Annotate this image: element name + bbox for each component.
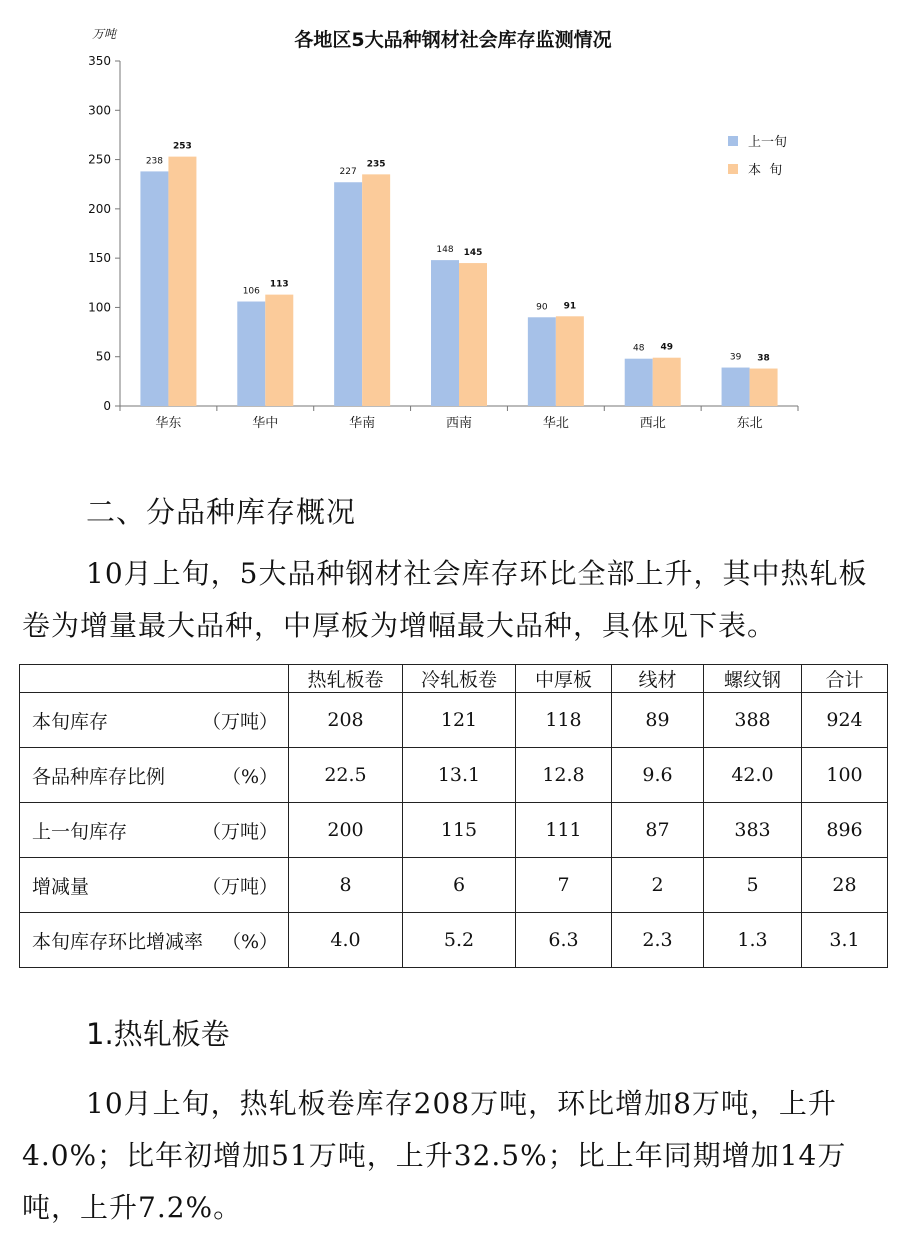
- table-header-cell: 中厚板: [516, 665, 612, 693]
- intro-paragraph: 10月上旬，5大品种钢材社会库存环比全部上升，其中热轧板卷为增量最大品种，中厚板为增幅最大品种，具体见下表。: [22, 557, 868, 642]
- table-header-cell: 螺纹钢: [704, 665, 802, 693]
- bar: [625, 359, 653, 406]
- table-cell: 13.1: [403, 748, 516, 803]
- data-label: 90: [536, 302, 548, 313]
- row-label-cell: [20, 858, 289, 913]
- data-label: 235: [366, 159, 386, 170]
- bar: [265, 295, 293, 406]
- data-label: 253: [173, 141, 192, 152]
- table-cell: 9.6: [612, 748, 704, 803]
- table-row: [20, 858, 888, 913]
- row-label-cell: [20, 803, 289, 858]
- table-header-cell: 合计: [802, 665, 888, 693]
- y-tick-label: 50: [95, 349, 111, 364]
- table-cell: 5.2: [403, 913, 516, 968]
- table-cell: 5: [704, 858, 802, 913]
- row-label-cell: [20, 693, 289, 748]
- legend-label: 上一旬: [748, 135, 788, 150]
- table-cell: 22.5: [289, 748, 403, 803]
- bar: [722, 368, 750, 406]
- y-tick-label: 100: [88, 300, 111, 315]
- row-unit: （%）: [221, 930, 278, 953]
- x-tick-label: 西北: [639, 416, 666, 431]
- chart-title: 各地区5大品种钢材社会库存监测情况: [294, 29, 612, 51]
- table-cell: 6: [403, 858, 516, 913]
- table-cell: 383: [704, 803, 802, 858]
- bar: [528, 317, 556, 406]
- table-cell: 118: [516, 693, 612, 748]
- table-header-empty: [20, 665, 289, 693]
- table-cell: 4.0: [289, 913, 403, 968]
- table-row: [20, 803, 888, 858]
- y-tick-label: 250: [88, 152, 111, 167]
- x-tick-label: 华东: [155, 416, 182, 431]
- hot-rolled-paragraph: 10月上旬，热轧板卷库存208万吨，环比增加8万吨，上升4.0%；比年初增加51万吨，上升32.5%；比上年同期增加14万吨，上升7.2%。: [22, 1087, 847, 1224]
- table-cell: 896: [802, 803, 888, 858]
- table-cell: 388: [704, 693, 802, 748]
- data-label: 145: [463, 248, 483, 259]
- table-header-row: [20, 665, 888, 693]
- data-label: 238: [145, 156, 164, 167]
- data-label: 39: [729, 352, 742, 363]
- chart-legend: [728, 135, 787, 178]
- table-cell: 3.1: [802, 913, 888, 968]
- bar: [556, 316, 584, 406]
- table-cell: 28: [802, 858, 888, 913]
- row-unit: （%）: [221, 765, 278, 788]
- table-cell: 87: [612, 803, 704, 858]
- x-tick-label: 东北: [736, 416, 763, 431]
- table-cell: 12.8: [516, 748, 612, 803]
- bar: [237, 302, 265, 406]
- x-tick-label: 华中: [252, 416, 279, 431]
- regional-inventory-bar-chart: [0, 0, 900, 445]
- data-label: 113: [269, 279, 289, 290]
- section-title: 二、分品种库存概况: [86, 495, 357, 529]
- y-axis-unit-label: 万吨: [91, 27, 117, 41]
- data-label: 227: [339, 167, 357, 178]
- table-cell: 6.3: [516, 913, 612, 968]
- table-row: [20, 693, 888, 748]
- y-tick-label: 300: [88, 103, 111, 118]
- bar: [653, 358, 681, 406]
- bar: [431, 260, 459, 406]
- bar: [168, 157, 196, 406]
- bar: [334, 182, 362, 406]
- subsection-title: 1.热轧板卷: [86, 1017, 230, 1051]
- table-cell: 8: [289, 858, 403, 913]
- table-cell: 89: [612, 693, 704, 748]
- data-label: 48: [632, 343, 645, 354]
- x-tick-label: 华北: [542, 416, 569, 431]
- row-unit: （万吨）: [201, 875, 278, 898]
- data-label: 91: [563, 301, 577, 312]
- bar: [362, 174, 390, 406]
- table-row: [20, 748, 888, 803]
- chart-bars: [140, 142, 777, 406]
- legend-swatch: [728, 136, 738, 146]
- row-label: 本旬库存环比增减率: [32, 930, 204, 953]
- row-label: 各品种库存比例: [32, 765, 166, 788]
- table-cell: 200: [289, 803, 403, 858]
- legend-label: 本 旬: [748, 163, 783, 178]
- table-cell: 1.3: [704, 913, 802, 968]
- y-tick-label: 150: [88, 251, 111, 266]
- table-cell: 2.3: [612, 913, 704, 968]
- table-cell: 111: [516, 803, 612, 858]
- legend-swatch: [728, 164, 738, 174]
- data-label: 148: [436, 245, 454, 256]
- bar: [140, 171, 168, 406]
- table-row: [20, 913, 888, 968]
- row-label-cell: [20, 913, 289, 968]
- table-cell: 2: [612, 858, 704, 913]
- x-tick-label: 西南: [445, 416, 473, 431]
- row-label: 增减量: [32, 875, 90, 898]
- table-header-cell: 热轧板卷: [289, 665, 403, 693]
- row-label-cell: [20, 748, 289, 803]
- y-tick-label: 200: [88, 201, 111, 216]
- bar: [750, 369, 778, 406]
- table-cell: 100: [802, 748, 888, 803]
- table-cell: 121: [403, 693, 516, 748]
- bar: [459, 263, 487, 406]
- data-label: 106: [242, 286, 260, 297]
- row-unit: （万吨）: [201, 710, 278, 733]
- table-header-cell: 冷轧板卷: [403, 665, 516, 693]
- row-label: 本旬库存: [32, 710, 109, 733]
- y-tick-label: 0: [103, 399, 111, 413]
- data-label: 49: [660, 342, 673, 353]
- row-unit: （万吨）: [201, 820, 278, 843]
- table-cell: 7: [516, 858, 612, 913]
- table-cell: 924: [802, 693, 888, 748]
- table-header-cell: 线材: [612, 665, 704, 693]
- y-tick-label: 350: [88, 54, 111, 68]
- row-label: 上一旬库存: [32, 820, 128, 843]
- inventory-table: [19, 664, 888, 968]
- x-tick-label: 华南: [349, 416, 376, 431]
- table-cell: 208: [289, 693, 403, 748]
- table-cell: 42.0: [704, 748, 802, 803]
- table-cell: 115: [403, 803, 516, 858]
- data-label: 38: [757, 353, 770, 364]
